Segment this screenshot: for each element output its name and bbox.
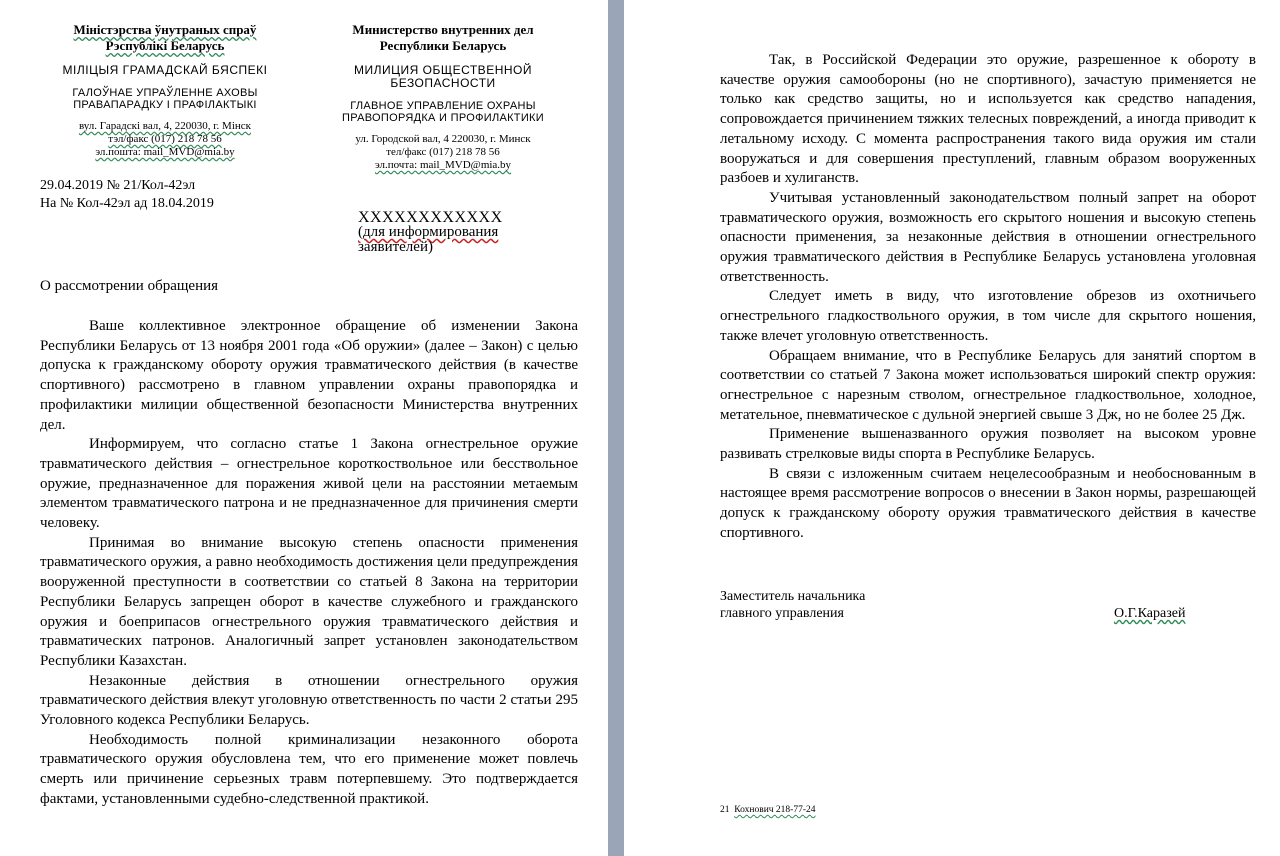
email-by: эл.пошта: mail_MVD@mia.by: [95, 146, 235, 158]
dept-name-by-line1: ГАЛОЎНАЕ УПРАЎЛЕННЕ АХОВЫ: [72, 87, 258, 99]
recipient-name: XXXXXXXXXXXX: [358, 209, 503, 226]
address-by: вул. Гарадскі вал, 4, 220030, г. Мінск: [78, 120, 252, 132]
signature-name: О.Г.Каразей: [1114, 606, 1186, 621]
signature-title-line2: главного управления: [720, 606, 844, 621]
outgoing-reference: 29.04.2019 № 21/Кол-42эл: [40, 178, 196, 193]
phone-ru: тел/факс (017) 218 78 56: [386, 146, 500, 158]
militia-name-ru-line2: БЕЗОПАСНОСТИ: [390, 76, 496, 90]
document-page-2: [624, 0, 1280, 856]
recipient-note-line1: (для информирования: [358, 224, 499, 240]
body-paragraph: Ваше коллективное электронное обращение об изменении Закона Республики Беларусь от 13 ноября 2001 года «Об оружии» (далее – Закон) с целью допуска к гражданскому обороту оружия травматического действия (в качестве спортивного) рассмотрено в главном управлении охраны правопорядка и профилактики милиции общественной безопасности Министерства внутренних дел.: [40, 318, 578, 433]
body-paragraph: Принимая во внимание высокую степень опасности применения травматического оружия, а равно необходимость достижения цели предупреждения вооруженной преступности в соответствии со статьей 8 Закона на территории Республики Беларусь запрещен оборот в качестве служебного и гражданского оружия и боеприпасов огнестрельного оружия травматического действия и травматических патронов. Аналогичный запрет установлен законодательством Республики Казахстан.: [40, 534, 578, 669]
body-paragraph: Так, в Российской Федерации это оружие, разрешенное к обороту в качестве оружия самообороны (но не спортивного), зачастую применяется не только как средство защиты, но и используется как средство нападения, сопровождается причинением тяжких телесных повреждений, а иногда приводит к летальному исходу. С момента распространения такого вида оружия им стали вооружаться и для совершения преступлений, главным образом вооруженных разбоев и хулиганств.: [720, 52, 1256, 187]
page-gap: [608, 0, 624, 856]
ministry-name-by-line1: Міністэрства ўнутраных спраў: [73, 22, 257, 37]
footnote-number: 21: [720, 805, 730, 815]
ministry-name-ru-line2: Республики Беларусь: [379, 38, 507, 53]
footnote-executor: Кохнович 218-77-24: [734, 805, 816, 815]
reference-block: [40, 177, 214, 213]
body-paragraph: Обращаем внимание, что в Республике Беларусь для занятий спортом в соответствии со статьей 7 Закона может использоваться широкий спектр оружия: огнестрельное с нарезным стволом, огнестрельное гладкоствольное, холодное, метательное, пневматическое с дульной энергией свыше 3 Дж, но не более 25 Дж.: [720, 347, 1256, 423]
document-page-1: [0, 0, 608, 856]
body-paragraph: Необходимость полной криминализации незаконного оборота травматического оружия обусловлена тем, что его применение может повлечь смерть или причинение серьезных травм потерпевшему. Это подтверждается фактами, установленными судебно-следственной практикой.: [40, 731, 578, 807]
header-russian: [318, 22, 568, 172]
dept-name-ru-line2: ПРАВОПОРЯДКА И ПРОФИЛАКТИКИ: [342, 112, 544, 124]
body-paragraph: Информируем, что согласно статье 1 Закона огнестрельное оружие травматического действия – огнестрельное короткоствольное или бесствольное оружие, предназначенное для поражения живой цели на расстоянии метаемым элементом травматического патрона и не предназначенное для причинения смерти человеку.: [40, 436, 578, 532]
dept-name-by-line2: ПРАВАПАРАДКУ І ПРАФІЛАКТЫКІ: [73, 99, 257, 111]
email-ru: эл.почта: mail_MVD@mia.by: [374, 159, 512, 171]
dept-name-ru-line1: ГЛАВНОЕ УПРАВЛЕНИЕ ОХРАНЫ: [350, 100, 536, 112]
body-paragraph: Применение вышеназванного оружия позволяет на высоком уровне развивать стрелковые виды спорта в Республике Беларусь.: [720, 426, 1256, 463]
signature-title: [720, 588, 865, 622]
signature-title-line1: Заместитель начальника: [720, 589, 866, 604]
ministry-name-ru-line1: Министерство внутренних дел: [352, 22, 534, 37]
recipient-note-line2: заявителей): [358, 239, 433, 255]
incoming-reference: На № Кол-42эл ад 18.04.2019: [40, 196, 214, 211]
ministry-name-by-line2: Рэспублікі Беларусь: [105, 38, 225, 53]
letter-body-page1: [40, 317, 578, 810]
recipient-block: [358, 210, 503, 255]
executor-footnote: [720, 805, 816, 815]
header-belarusian: [40, 22, 290, 159]
body-paragraph: Учитывая установленный законодательством полный запрет на оборот травматического оружия, возможность его скрытого ношения и высокую степень опасности применения, за незаконные действия в отношении огнестрельного оружия травматического действия в Республике Беларусь установлена уголовная ответственность.: [720, 189, 1256, 285]
letter-body-page2: [720, 51, 1256, 544]
body-paragraph: В связи с изложенным считаем нецелесообразным и необоснованным в настоящее время рассмотрение вопросов о внесении в Закон нормы, разрешающей допуск к гражданскому обороту оружия травматического действия в качестве спортивного.: [720, 465, 1256, 541]
militia-name-ru-line1: МИЛИЦИЯ ОБЩЕСТВЕННОЙ: [354, 63, 532, 77]
militia-name-by: МІЛІЦЫЯ ГРАМАДСКАЙ БЯСПЕКІ: [62, 63, 268, 77]
letter-subject: О рассмотрении обращения: [40, 278, 219, 294]
body-paragraph: Следует иметь в виду, что изготовление обрезов из охотничьего огнестрельного гладкоствольного оружия, в том числе для скрытого ношения, также влечет уголовную ответственность.: [720, 288, 1256, 344]
address-ru: ул. Городской вал, 4 220030, г. Минск: [355, 133, 531, 145]
phone-by: тэл/факс (017) 218 78 56: [108, 133, 222, 145]
body-paragraph: Незаконные действия в отношении огнестрельного оружия травматического действия влекут уголовную ответственность по части 2 статьи 295 Уголовного кодекса Республики Беларусь.: [40, 672, 578, 729]
